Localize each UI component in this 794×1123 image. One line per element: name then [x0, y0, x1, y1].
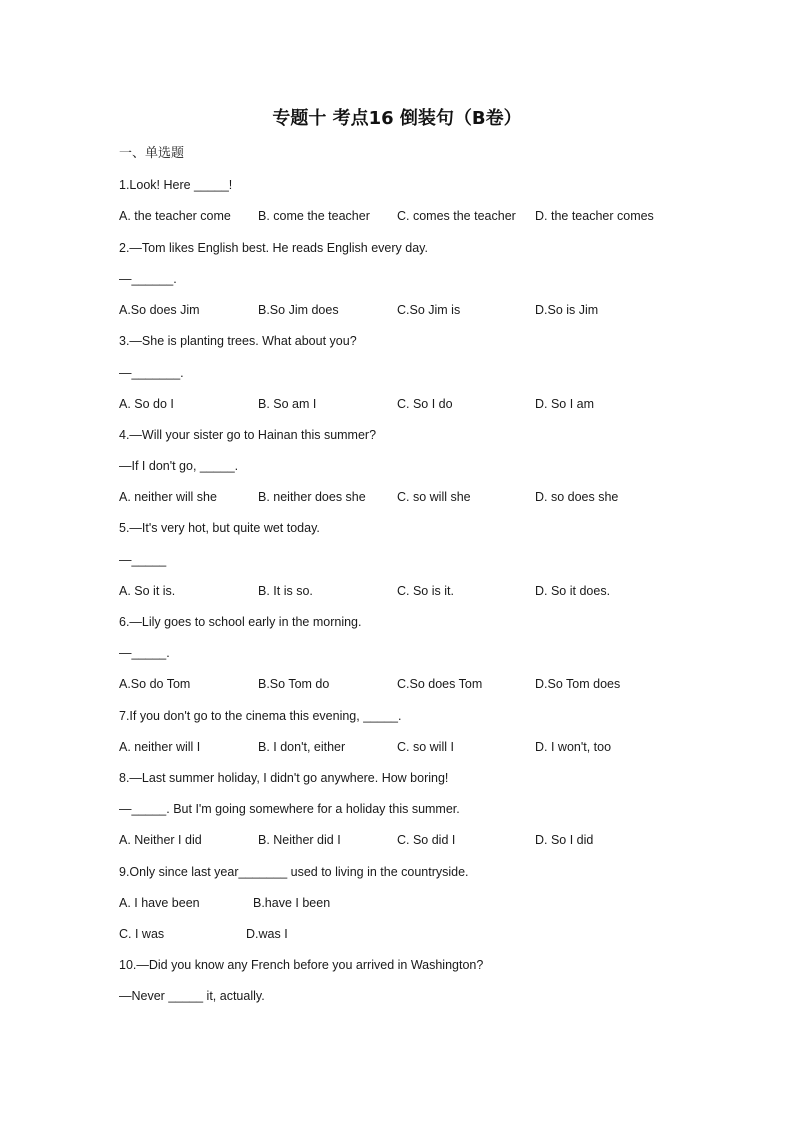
q7-option-d: D. I won't, too [535, 740, 612, 754]
q4-option-d: D. so does she [535, 490, 619, 504]
q4-option-b: B. neither does she [258, 490, 366, 504]
q6-option-d: D.So Tom does [535, 677, 621, 691]
question-4-response: —If I don't go, _____. [119, 459, 239, 473]
q3-option-c: C. So I do [397, 397, 453, 411]
question-5-stem: 5.—It's very hot, but quite wet today. [119, 521, 320, 535]
q1-option-c: C. comes the teacher [397, 209, 516, 223]
page-title: 专题十 考点16 倒装句（B卷） [272, 108, 522, 129]
q9-option-a: A. I have been [119, 896, 200, 910]
q9-option-c: C. I was [119, 927, 165, 941]
question-2-response: —______. [119, 272, 177, 286]
q7-option-c: C. so will I [397, 740, 454, 754]
q8-option-d: D. So I did [535, 833, 594, 847]
q4-option-c: C. so will she [397, 490, 471, 504]
question-8-response: —_____. But I'm going somewhere for a holiday this summer. [119, 802, 460, 816]
q9-option-d: D.was I [246, 927, 288, 941]
section-heading: 一、单选题 [119, 146, 185, 161]
q1-option-d: D. the teacher comes [535, 209, 654, 223]
q6-option-b: B.So Tom do [258, 677, 330, 691]
q8-option-b: B. Neither did I [258, 833, 341, 847]
q3-option-d: D. So I am [535, 397, 595, 411]
q2-option-c: C.So Jim is [397, 303, 461, 317]
question-6-stem: 6.—Lily goes to school early in the morning. [119, 615, 362, 629]
question-3-response: —_______. [119, 366, 184, 380]
question-3-stem: 3.—She is planting trees. What about you? [119, 334, 357, 348]
question-7-stem: 7.If you don't go to the cinema this evening, _____. [119, 709, 402, 723]
question-8-stem: 8.—Last summer holiday, I didn't go anywhere. How boring! [119, 771, 449, 785]
question-2-stem: 2.—Tom likes English best. He reads English every day. [119, 241, 428, 255]
q8-option-c: C. So did I [397, 833, 456, 847]
q5-option-d: D. So it does. [535, 584, 611, 598]
q5-option-c: C. So is it. [397, 584, 454, 598]
q2-option-a: A.So does Jim [119, 303, 200, 317]
question-5-response: —_____ [119, 553, 167, 567]
q1-option-b: B. come the teacher [258, 209, 370, 223]
q1-option-a: A. the teacher come [119, 209, 231, 223]
q7-option-b: B. I don't, either [258, 740, 346, 754]
q2-option-b: B.So Jim does [258, 303, 339, 317]
q9-option-b: B.have I been [253, 896, 331, 910]
question-9-stem: 9.Only since last year_______ used to living in the countryside. [119, 865, 469, 879]
question-6-response: —_____. [119, 646, 170, 660]
q2-option-d: D.So is Jim [535, 303, 599, 317]
question-10-response: —Never _____ it, actually. [119, 989, 265, 1003]
q5-option-b: B. It is so. [258, 584, 313, 598]
q6-option-a: A.So do Tom [119, 677, 191, 691]
q7-option-a: A. neither will I [119, 740, 201, 754]
q6-option-c: C.So does Tom [397, 677, 483, 691]
q3-option-a: A. So do I [119, 397, 174, 411]
question-10-stem: 10.—Did you know any French before you arrived in Washington? [119, 958, 484, 972]
q5-option-a: A. So it is. [119, 584, 176, 598]
question-1-stem: 1.Look! Here _____! [119, 178, 233, 192]
q3-option-b: B. So am I [258, 397, 317, 411]
q8-option-a: A. Neither I did [119, 833, 202, 847]
q4-option-a: A. neither will she [119, 490, 217, 504]
question-4-stem: 4.—Will your sister go to Hainan this summer? [119, 428, 377, 442]
